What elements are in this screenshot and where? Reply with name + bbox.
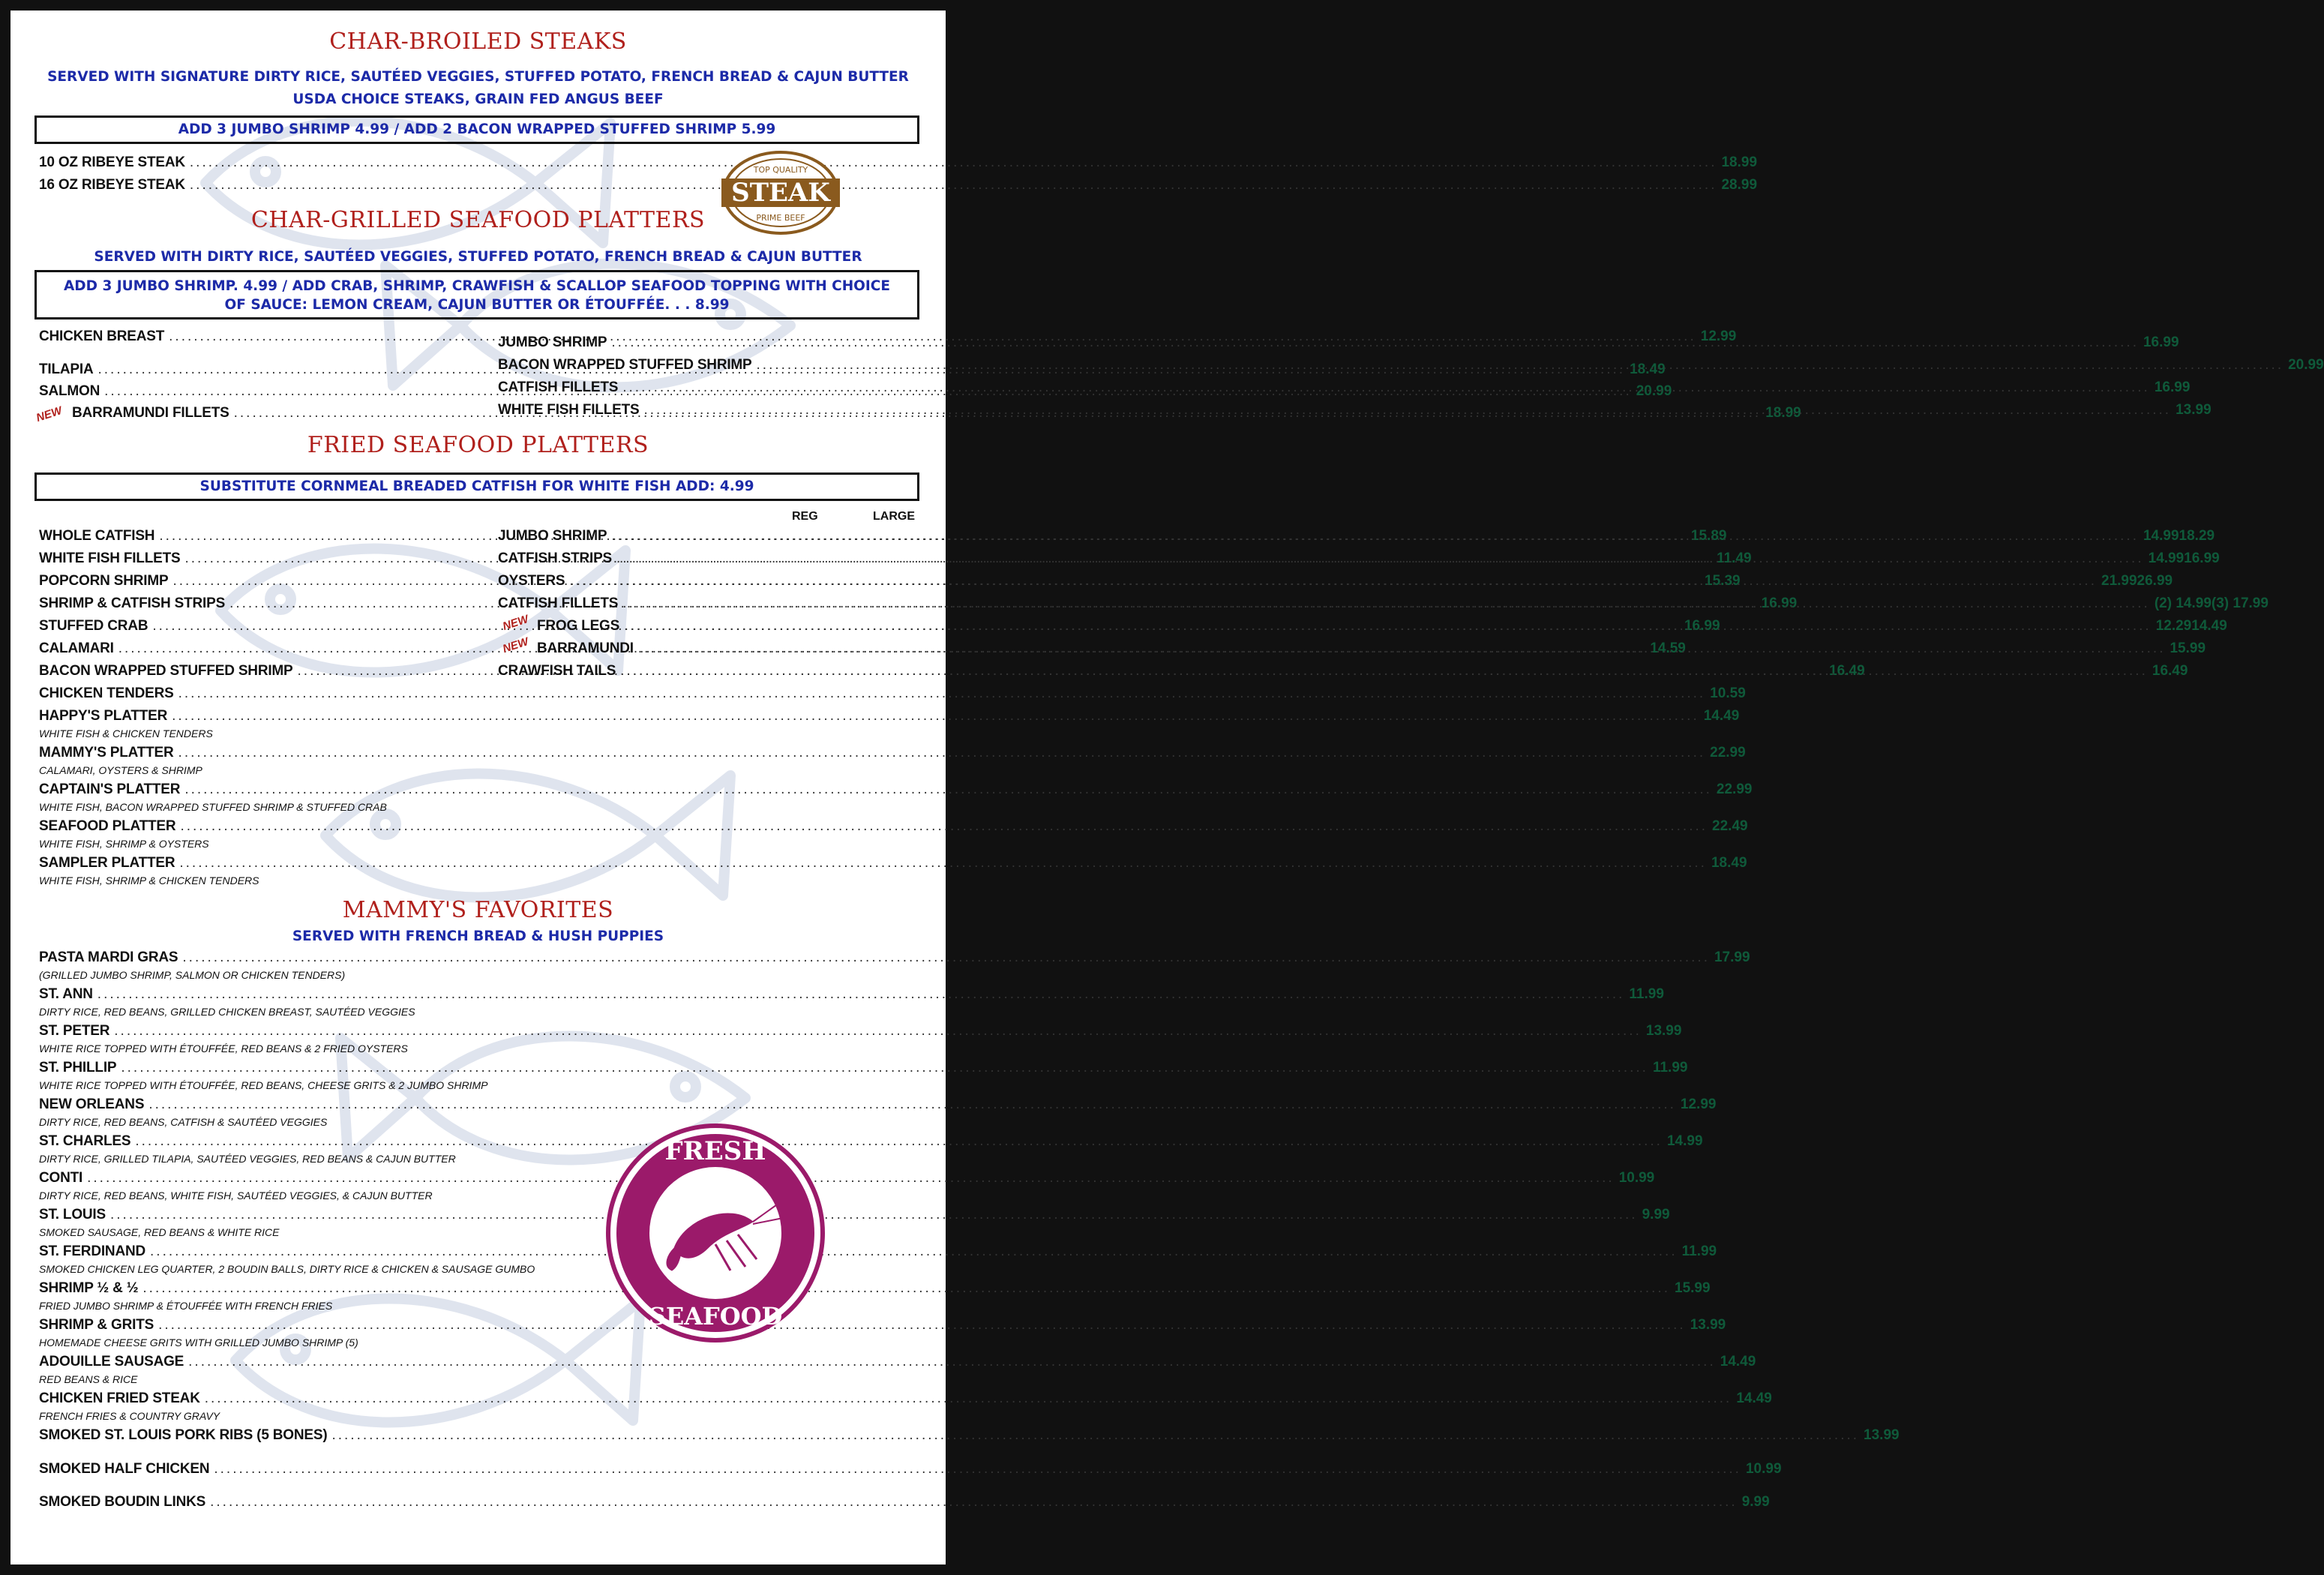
new-badge: NEW <box>501 613 530 633</box>
item-price-large: 18.29 <box>2179 528 2215 544</box>
item-price: 13.99 <box>1690 1317 1726 1333</box>
menu-page <box>10 10 2324 1564</box>
item-name: ST. PHILLIP <box>39 1060 117 1076</box>
menu-item <box>39 1461 1782 1478</box>
item-name: SHRIMP & GRITS <box>39 1317 154 1333</box>
item-price: 16.49 <box>1829 663 1865 679</box>
favorites-subtitle: SERVED WITH FRENCH BREAD & HUSH PUPPIES <box>292 928 664 944</box>
item-description: (GRILLED JUMBO SHRIMP, SALMON OR CHICKEN TENDERS) <box>39 969 346 981</box>
item-name: ST. PETER <box>39 1023 110 1039</box>
item-price-reg: (2) 14.99 <box>2154 596 2212 611</box>
menu-item <box>498 663 2188 680</box>
item-price: 9.99 <box>1642 1207 1670 1222</box>
item-price: 12.99 <box>1680 1096 1717 1112</box>
column-header-large: LARGE <box>873 510 915 523</box>
item-description: WHITE FISH & CHICKEN TENDERS <box>39 728 213 740</box>
item-name: 10 OZ RIBEYE STEAK <box>39 154 185 170</box>
item-price: 11.99 <box>1629 986 1664 1002</box>
badge-bottom: PRIME BEEF <box>756 213 805 223</box>
stamp-bottom: SEAFOOD <box>648 1302 783 1330</box>
item-price: 15.39 <box>1705 573 1741 589</box>
item-description: CALAMARI, OYSTERS & SHRIMP <box>39 764 202 776</box>
item-price: 16.99 <box>2154 380 2191 395</box>
menu-item <box>39 708 1740 724</box>
item-name: OYSTERS <box>498 573 565 589</box>
grilled-addon-line-1: ADD 3 JUMBO SHRIMP. 4.99 / ADD CRAB, SHRIMP, CRAWFISH & SCALLOP SEAFOOD TOPPING WITH CHOICE <box>63 278 891 294</box>
menu-item <box>39 950 1750 966</box>
item-name: ST. FERDINAND <box>39 1244 146 1259</box>
menu-item <box>39 1354 1756 1370</box>
item-price: 11.99 <box>1652 1060 1688 1076</box>
menu-content <box>10 10 2324 1564</box>
item-price: 10.59 <box>1710 686 1746 701</box>
column-header-reg: REG <box>792 510 818 523</box>
item-price: 11.99 <box>1681 1244 1717 1259</box>
item-name: POPCORN SHRIMP <box>39 573 169 589</box>
item-name: TILAPIA <box>39 362 94 377</box>
item-name: WHITE FISH FILLETS <box>39 550 181 566</box>
item-price: 22.99 <box>1710 745 1746 760</box>
item-price: 9.99 <box>1741 1494 1770 1510</box>
item-name: ADOUILLE SAUSAGE <box>39 1354 184 1370</box>
menu-item <box>39 1023 1682 1040</box>
item-description: DIRTY RICE, RED BEANS, WHITE FISH, SAUTÉED VEGGIES, & CAJUN BUTTER <box>39 1190 433 1202</box>
item-price: 18.99 <box>1765 405 1801 421</box>
item-name: SMOKED BOUDIN LINKS <box>39 1494 206 1510</box>
item-price: 22.49 <box>1712 818 1748 834</box>
item-price: 10.99 <box>1618 1170 1655 1186</box>
steaks-addon-box: ADD 3 JUMBO SHRIMP 4.99 / ADD 2 BACON WRAPPED STUFFED SHRIMP 5.99 <box>34 116 919 144</box>
menu-item <box>39 986 1664 1003</box>
item-description: DIRTY RICE, RED BEANS, CATFISH & SAUTÉED VEGGIES <box>39 1116 328 1128</box>
item-price: 22.99 <box>1716 782 1753 797</box>
item-price: 17.99 <box>1714 950 1750 965</box>
grilled-title: CHAR-GRILLED SEAFOOD PLATTERS <box>250 207 706 233</box>
new-badge: NEW <box>501 635 530 656</box>
item-name: PASTA MARDI GRAS <box>39 950 178 965</box>
item-price: 16.99 <box>1761 596 1798 611</box>
item-name: CALAMARI <box>39 640 114 656</box>
item-price: 20.99 <box>2288 357 2324 373</box>
item-description: SMOKED SAUSAGE, RED BEANS & WHITE RICE <box>39 1226 280 1238</box>
menu-item <box>39 745 1746 761</box>
item-price: 10.99 <box>1745 1461 1782 1477</box>
item-price: 14.59 <box>1650 640 1686 656</box>
item-description: WHITE FISH, BACON WRAPPED STUFFED SHRIMP & STUFFED CRAB <box>39 801 387 813</box>
item-price: 18.49 <box>1630 362 1666 377</box>
menu-item <box>39 1494 1770 1510</box>
item-price: 16.99 <box>2143 334 2179 350</box>
item-description: DIRTY RICE, RED BEANS, GRILLED CHICKEN BREAST, SAUTÉED VEGGIES <box>39 1006 415 1018</box>
item-name: BARRAMUNDI FILLETS <box>72 405 229 421</box>
menu-item <box>39 1390 1772 1407</box>
item-price: 15.89 <box>1690 528 1727 544</box>
item-description: WHITE FISH, SHRIMP & CHICKEN TENDERS <box>39 874 259 886</box>
steaks-subtitle-2: USDA CHOICE STEAKS, GRAIN FED ANGUS BEEF <box>292 92 664 107</box>
fresh-seafood-stamp-icon <box>603 1120 828 1346</box>
item-name: CATFISH FILLETS <box>498 596 619 611</box>
item-name: FROG LEGS <box>537 618 620 634</box>
item-price-large: 26.99 <box>2137 573 2173 589</box>
favorites-title: MAMMY'S FAVORITES <box>342 897 614 923</box>
item-name: SMOKED HALF CHICKEN <box>39 1461 210 1477</box>
item-price-large: 15.99 <box>2170 640 2206 656</box>
item-name: STUFFED CRAB <box>39 618 148 634</box>
fried-substitute-box: SUBSTITUTE CORNMEAL BREADED CATFISH FOR WHITE FISH ADD: 4.99 <box>34 472 919 501</box>
item-name: BACON WRAPPED STUFFED SHRIMP <box>39 663 293 679</box>
item-price-reg: 14.99 <box>2148 550 2185 566</box>
menu-item <box>39 782 1753 798</box>
item-name: CHICKEN BREAST <box>39 328 165 344</box>
steaks-subtitle: SERVED WITH SIGNATURE DIRTY RICE, SAUTÉED VEGGIES, STUFFED POTATO, FRENCH BREAD & CAJUN BUTTER <box>47 69 909 85</box>
item-name: SHRIMP ½ & ½ <box>39 1280 139 1296</box>
item-price: 15.99 <box>1675 1280 1711 1296</box>
item-name: ST. LOUIS <box>39 1207 106 1222</box>
item-name: BACON WRAPPED STUFFED SHRIMP <box>498 357 752 373</box>
item-price: 12.99 <box>1700 328 1737 344</box>
item-name: NEW ORLEANS <box>39 1096 145 1112</box>
item-name: SAMPLER PLATTER <box>39 855 175 871</box>
item-name: CONTI <box>39 1170 83 1186</box>
item-price: 18.49 <box>1711 855 1747 871</box>
item-name: WHITE FISH FILLETS <box>498 402 640 418</box>
item-description: HOMEMADE CHEESE GRITS WITH GRILLED JUMBO SHRIMP (5) <box>39 1336 358 1348</box>
fried-title: FRIED SEAFOOD PLATTERS <box>307 432 649 458</box>
item-price: 14.99 <box>1666 1133 1703 1149</box>
menu-item <box>39 1096 1717 1113</box>
item-price: 13.99 <box>2176 402 2212 418</box>
item-name: CHICKEN TENDERS <box>39 686 174 701</box>
item-price-large: 16.49 <box>2152 663 2188 679</box>
item-name: SEAFOOD PLATTER <box>39 818 176 834</box>
item-price-reg: 12.29 <box>2155 618 2192 634</box>
item-name: SHRIMP & CATFISH STRIPS <box>39 596 226 611</box>
item-price: 11.49 <box>1717 550 1752 566</box>
item-name: CATFISH STRIPS <box>498 550 613 566</box>
item-name: WHOLE CATFISH <box>39 528 155 544</box>
item-description: WHITE RICE TOPPED WITH ÉTOUFFÉE, RED BEANS, CHEESE GRITS & 2 JUMBO SHRIMP <box>39 1079 488 1091</box>
item-name: CAPTAIN'S PLATTER <box>39 782 181 797</box>
item-price-large: 14.49 <box>2191 618 2227 634</box>
item-name: JUMBO SHRIMP <box>498 528 607 544</box>
steaks-title: CHAR-BROILED STEAKS <box>329 28 627 55</box>
item-price: 13.99 <box>1645 1023 1682 1039</box>
item-description: FRIED JUMBO SHRIMP & ÉTOUFFÉE WITH FRENCH FRIES <box>39 1300 333 1312</box>
item-description: WHITE FISH, SHRIMP & OYSTERS <box>39 838 209 850</box>
item-description: SMOKED CHICKEN LEG QUARTER, 2 BOUDIN BALLS, DIRTY RICE & CHICKEN & SAUSAGE GUMBO <box>39 1263 535 1275</box>
menu-item <box>39 686 1746 702</box>
item-price: 18.99 <box>1721 154 1758 170</box>
item-name: ST. ANN <box>39 986 93 1002</box>
item-price: 14.49 <box>1703 708 1740 724</box>
badge-top: TOP QUALITY <box>753 165 808 175</box>
item-description: FRENCH FRIES & COUNTRY GRAVY <box>39 1410 220 1422</box>
item-price: 13.99 <box>1864 1427 1900 1443</box>
item-name: HAPPY'S PLATTER <box>39 708 168 724</box>
item-name: ST. CHARLES <box>39 1133 131 1149</box>
item-name: CHICKEN FRIED STEAK <box>39 1390 200 1406</box>
item-name: BARRAMUNDI <box>537 640 634 656</box>
item-name: CATFISH FILLETS <box>498 380 619 395</box>
menu-item <box>39 1427 1900 1444</box>
item-name: JUMBO SHRIMP <box>498 334 607 350</box>
item-description: DIRTY RICE, GRILLED TILAPIA, SAUTÉED VEGGIES, RED BEANS & CAJUN BUTTER <box>39 1153 456 1165</box>
new-badge: NEW <box>34 404 64 424</box>
item-name: 16 OZ RIBEYE STEAK <box>39 177 185 193</box>
item-price-reg: 21.99 <box>2101 573 2137 589</box>
item-name: CRAWFISH TAILS <box>498 663 616 679</box>
item-price: 14.49 <box>1720 1354 1756 1370</box>
badge-main: STEAK <box>731 178 830 208</box>
item-price-large: 16.99 <box>2184 550 2220 566</box>
item-description: RED BEANS & RICE <box>39 1373 138 1385</box>
item-name: MAMMY'S PLATTER <box>39 745 174 760</box>
menu-item <box>39 818 1748 835</box>
item-name: SMOKED ST. LOUIS PORK RIBS (5 BONES) <box>39 1427 328 1443</box>
item-price: 28.99 <box>1721 177 1758 193</box>
item-price-large: (3) 17.99 <box>2211 596 2269 611</box>
grilled-subtitle: SERVED WITH DIRTY RICE, SAUTÉED VEGGIES, STUFFED POTATO, FRENCH BREAD & CAJUN BUTTER <box>94 249 862 265</box>
menu-item <box>39 855 1747 872</box>
item-name: SALMON <box>39 383 100 399</box>
item-price: 14.49 <box>1736 1390 1772 1406</box>
item-price-reg: 14.99 <box>2143 528 2179 544</box>
grilled-addon-line-2: OF SAUCE: LEMON CREAM, CAJUN BUTTER OR ÉTOUFFÉE. . . 8.99 <box>224 297 730 313</box>
item-description: WHITE RICE TOPPED WITH ÉTOUFFÉE, RED BEANS & 2 FRIED OYSTERS <box>39 1042 408 1054</box>
grilled-addon-box <box>34 270 919 320</box>
stamp-top: FRESH <box>664 1136 766 1166</box>
menu-item <box>39 1060 1688 1076</box>
item-price: 16.99 <box>1684 618 1720 634</box>
item-price: 20.99 <box>1636 383 1672 399</box>
